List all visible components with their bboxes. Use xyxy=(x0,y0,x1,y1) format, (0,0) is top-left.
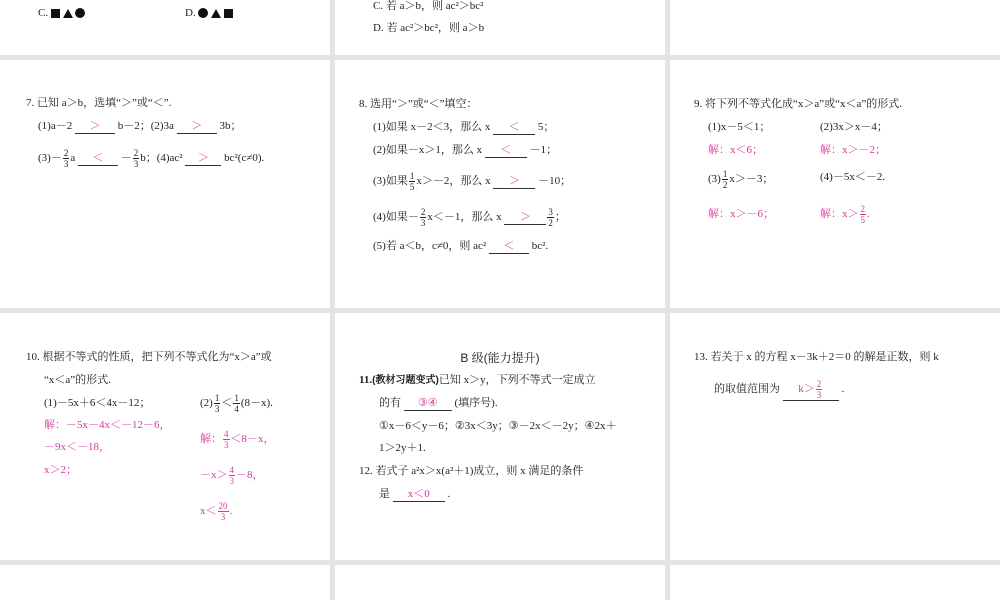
fraction: $\frac{1}{2}$ xyxy=(722,169,728,190)
q12-line2: 是 x＜0 . xyxy=(379,488,451,500)
q7-row2: (3)－ $\frac{2}{3}$ a ＜ － $\frac{2}{3}$ b；(4)ac² ＞ bc²(c≠0). xyxy=(38,148,265,169)
triangle-icon xyxy=(63,9,73,18)
answer-blank: ＞ xyxy=(177,119,217,134)
answer-blank: ＜ xyxy=(493,120,535,135)
q13-line1: 13. 若关于 x 的方程 x－3k＋2＝0 的解是正数，则 k xyxy=(694,351,939,363)
q8-row4: (4)如果－ $\frac{2}{3}$ x＜－1，那么 x ＞ $\frac{3}{2}$ ； xyxy=(373,207,566,228)
q7-row1: (1)a－2 ＞ b－2；(2)3a ＞ 3b； xyxy=(38,120,242,132)
option-d: D. xyxy=(185,5,233,21)
fraction: $\frac{2}{3}$ xyxy=(63,148,69,169)
q11-line4: 1＞2y＋1. xyxy=(379,442,426,454)
q10-t1: 解： $\frac{4}{3}$ ＜8－x， xyxy=(200,429,275,450)
fraction: $\frac{1}{3}$ xyxy=(214,393,220,414)
fraction: $\frac{2}{3}$ xyxy=(133,148,139,169)
fraction: $\frac{20}{3}$ xyxy=(218,501,228,522)
answer-blank: ＜ xyxy=(489,239,529,254)
q13-line2: 的取值范围为 k＞ $\frac{2}{3}$ . xyxy=(714,379,845,400)
card-top-right xyxy=(670,0,1000,55)
q9-p4: (4)－5x＜－2. xyxy=(820,171,886,183)
card-q8 xyxy=(335,60,665,308)
card-bottom-left xyxy=(0,565,330,600)
section-heading: B 级(能力提升) xyxy=(460,351,540,365)
answer-blank: ＞ xyxy=(504,210,546,225)
option-c-text: C. 若 a＞b，则 ac²＞bc² xyxy=(373,0,484,12)
circle-icon xyxy=(198,8,208,18)
q11-line2: 的有 ③④ (填序号). xyxy=(379,397,498,409)
answer-blank: k＞ $\frac{2}{3}$ xyxy=(783,379,839,401)
q8-title: 8. 选用“＞”或“＜”填空： xyxy=(359,98,478,110)
q10-s1: 解：－5x－4x＜－12－6， xyxy=(44,419,171,431)
q7-title: 7. 已知 a＞b，选填“＞”或“＜”. xyxy=(26,97,172,109)
q10-t3: x＜ $\frac{20}{3}$ . xyxy=(200,501,233,522)
q9-a4: 解：x＞ $\frac{2}{5}$ . xyxy=(820,204,870,225)
fraction: $\frac{3}{2}$ xyxy=(548,207,553,228)
card-top-left xyxy=(0,0,330,55)
q9-p2: (2)3x＞x－4； xyxy=(820,121,888,133)
q12-line1: 12. 若式子 a²x＞x(a²＋1)成立，则 x 满足的条件 xyxy=(359,465,584,477)
answer-blank: ＞ xyxy=(493,174,535,189)
q9-title: 9. 将下列不等式化成“x＞a”或“x＜a”的形式. xyxy=(694,98,903,110)
fraction: $\frac{4}{3}$ xyxy=(229,465,234,486)
q10-title-line1: 10. 根据不等式的性质，把下列不等式化为“x＞a”或 xyxy=(26,351,272,363)
card-q13 xyxy=(670,313,1000,560)
fraction: $\frac{1}{4}$ xyxy=(234,393,239,414)
option-c: C. xyxy=(38,5,85,21)
q8-row1: (1)如果 x－2＜3，那么 x ＜ 5； xyxy=(373,121,555,133)
card-q11-q12 xyxy=(335,313,665,560)
q10-s3: x＞2； xyxy=(44,464,77,476)
card-q10 xyxy=(0,313,330,560)
square-icon xyxy=(224,9,233,18)
fraction: $\frac{2}{5}$ xyxy=(860,204,865,225)
q9-a3: 解：x＞－6； xyxy=(708,208,774,220)
q10-t2: －x＞ $\frac{4}{3}$ －8， xyxy=(200,465,264,486)
q9-a1: 解：x＜6； xyxy=(708,144,763,156)
circle-icon xyxy=(75,8,85,18)
square-icon xyxy=(51,9,60,18)
fraction: $\frac{1}{5}$ xyxy=(409,171,415,192)
q8-row2: (2)如果－x＞1，那么 x ＜ －1； xyxy=(373,144,558,156)
card-q7 xyxy=(0,60,330,308)
option-d-text: D. 若 ac²＞bc²，则 a＞b xyxy=(373,22,485,34)
card-top-mid xyxy=(335,0,665,55)
answer-blank: ＞ xyxy=(185,151,221,166)
q11-line1: 11.(教材习题变式)已知 x＞y，下列不等式一定成立 xyxy=(359,374,596,386)
fraction: $\frac{4}{3}$ xyxy=(224,429,229,450)
q8-row3: (3)如果 $\frac{1}{5}$ x＞－2，那么 x ＞ －10； xyxy=(373,171,572,192)
q10-p2: (2) $\frac{1}{3}$ ＜ $\frac{1}{4}$ (8－x). xyxy=(200,393,273,414)
triangle-icon xyxy=(211,9,221,18)
q9-a2: 解：x＞－2； xyxy=(820,144,886,156)
q10-title-line2: “x＜a”的形式. xyxy=(44,374,111,386)
answer-blank: ③④ xyxy=(404,396,452,411)
card-bottom-right xyxy=(670,565,1000,600)
answer-blank: x＜0 xyxy=(393,487,445,502)
answer-blank: ＜ xyxy=(78,151,118,166)
answer-blank: ＞ xyxy=(75,119,115,134)
q8-row5: (5)若 a＜b，c≠0，则 ac² ＜ bc². xyxy=(373,240,549,252)
answer-blank: ＜ xyxy=(485,143,527,158)
q10-s2: －9x＜－18， xyxy=(44,441,110,453)
q10-p1: (1)－5x＋6＜4x－12； xyxy=(44,397,151,409)
card-q9 xyxy=(670,60,1000,308)
source-tag: (教材习题变式) xyxy=(372,375,439,386)
fraction: $\frac{2}{3}$ xyxy=(816,379,822,400)
fraction: $\frac{2}{3}$ xyxy=(420,207,426,228)
q9-p3: (3) $\frac{1}{2}$ x＞－3； xyxy=(708,169,774,190)
q11-line3: ①x－6＜y－6；②3x＜3y；③－2x＜－2y；④2x＋ xyxy=(379,420,617,432)
card-bottom-mid xyxy=(335,565,665,600)
q9-p1: (1)x－5＜1； xyxy=(708,121,771,133)
